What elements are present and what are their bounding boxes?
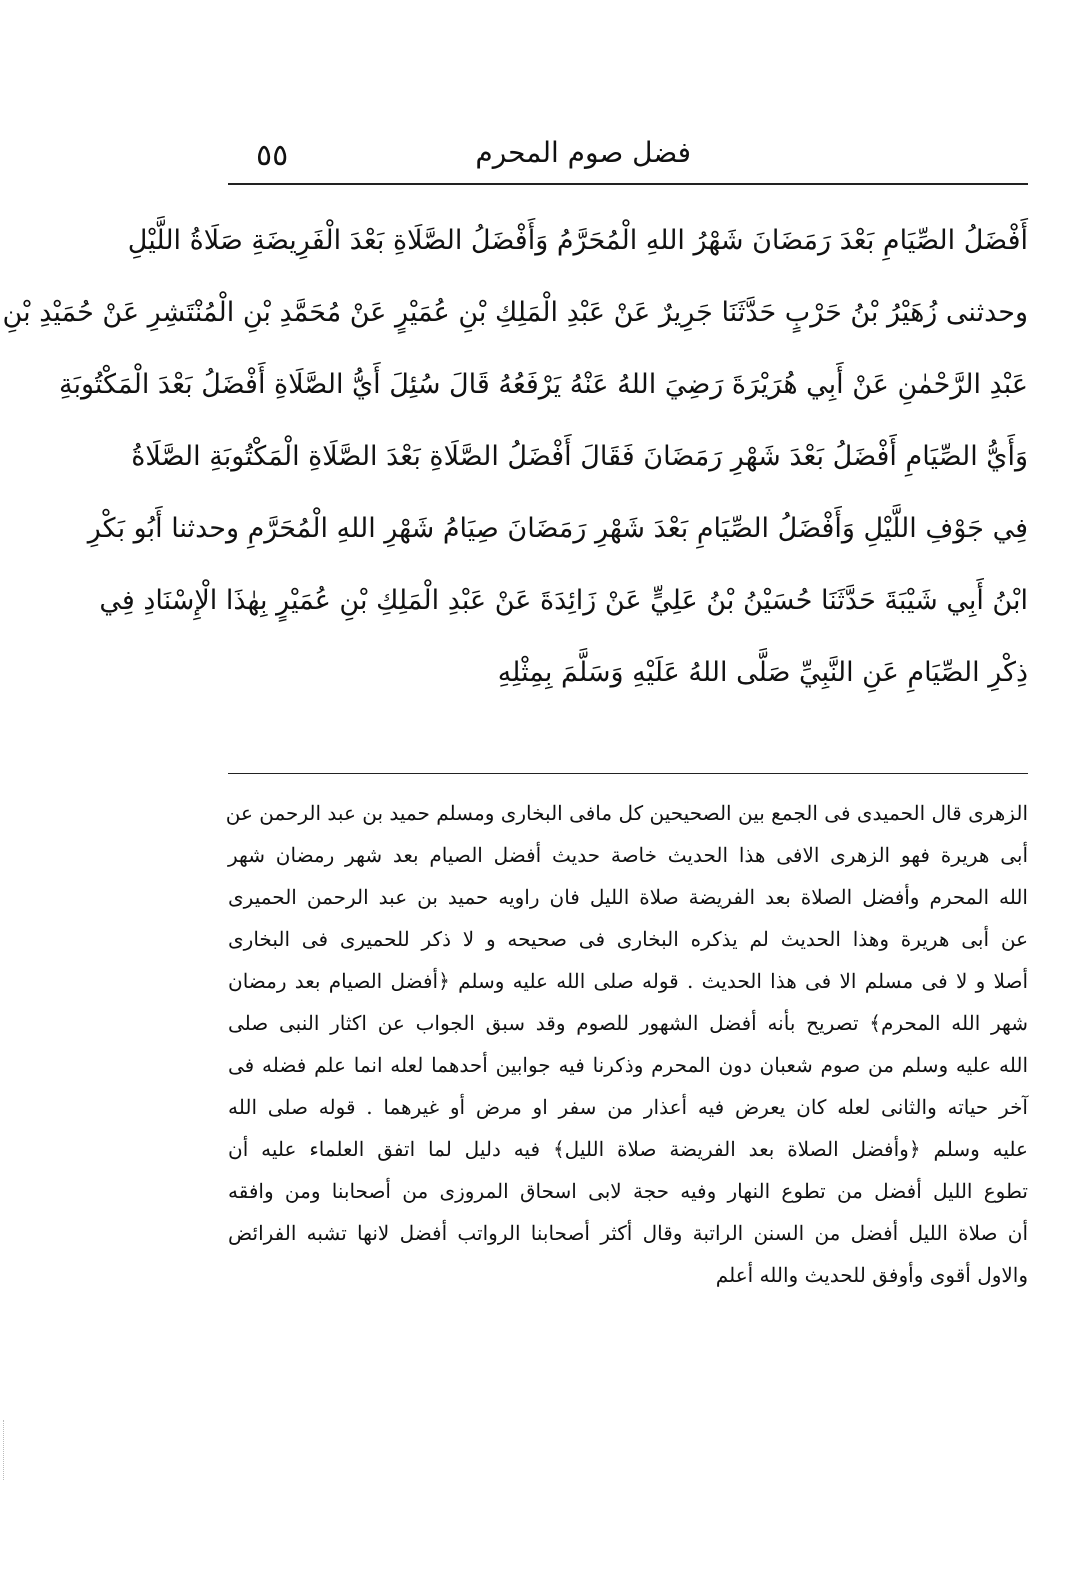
header-divider [228,183,1028,185]
commentary-line: شهر الله المحرم﴾ تصريح بأنه أفضل الشهور للصوم وقد سبق الجواب عن اكثار النبى صلى [228,1011,1028,1035]
commentary-line: عليه وسلم ﴿وأفضل الصلاة بعد الفريضة صلاة الليل﴾ فيه دليل لما اتفق العلماء عليه أن [228,1137,1028,1161]
hadith-line: وحدثنى زُهَيْرُ بْنُ حَرْبٍ حَدَّثَنَا جَرِيرٌ عَنْ عَبْدِ الْمَلِكِ بْنِ عُمَيْرٍ عَنْ مُحَمَّدِ بْنِ الْمُنْتَشِرِ عَنْ حُمَيْدِ بْنِ [2,297,1028,328]
hadith-text [2,205,1028,709]
hadith-line: ذِكْرِ الصِّيَامِ عَنِ النَّبِيِّ صَلَّى اللهُ عَلَيْهِ وَسَلَّمَ بِمِثْلِهِ [497,657,1028,688]
commentary-line: تطوع الليل أفضل من تطوع النهار وفيه حجة لابى اسحاق المروزى من أصحابنا ومن وافقه [228,1179,1028,1203]
running-title: فضل صوم المحرم [475,136,691,169]
commentary-divider [228,773,1028,774]
commentary-line: عن أبى هريرة وهذا الحديث لم يذكره البخارى فى صحيحه و لا ذكر للحميرى فى البخارى [228,927,1028,951]
commentary-line: أبى هريرة فهو الزهرى الافى هذا الحديث خاصة حديث أفضل الصيام بعد شهر رمضان شهر [228,843,1028,867]
commentary-line: الله عليه وسلم من صوم شعبان دون المحرم وذكرنا فيه جوابين أحدهما لعله انما علم فضله فى [228,1053,1028,1077]
hadith-line: عَبْدِ الرَّحْمٰنِ عَنْ أَبِي هُرَيْرَةَ رَضِيَ اللهُ عَنْهُ يَرْفَعُهُ قَالَ سُئِلَ أَيُّ الصَّلَاةِ أَفْضَلُ بَعْدَ الْمَكْتُوبَةِ [58,369,1028,400]
hadith-line: ابْنُ أَبِي شَيْبَةَ حَدَّثَنَا حُسَيْنُ بْنُ عَلِيٍّ عَنْ زَائِدَةَ عَنْ عَبْدِ الْمَلِكِ بْنِ عُمَيْرٍ بِهٰذَا الْإِسْنَادِ فِي [99,585,1028,616]
page-header [228,128,1028,178]
commentary-line: أن صلاة الليل أفضل من السنن الراتبة وقال أكثر أصحابنا الرواتب أفضل لانها تشبه الفرائض [228,1221,1028,1245]
commentary-line: آخر حياته والثانى لعله كان يعرض فيه أعذار من سفر او مرض أو غيرهما . قوله صلى الله [228,1095,1028,1119]
commentary-line: الله المحرم وأفضل الصلاة بعد الفريضة صلاة الليل فان راويه حميد بن عبد الرحمن الحميرى [228,885,1028,909]
page-number: ٥٥ [256,138,289,173]
hadith-line: أَفْضَلُ الصِّيَامِ بَعْدَ رَمَضَانَ شَهْرُ اللهِ الْمُحَرَّمُ وَأَفْضَلُ الصَّلَاةِ بَعْدَ الْفَرِيضَةِ صَلَاةُ اللَّيْلِ [127,225,1028,256]
commentary-line: الزهرى قال الحميدى فى الجمع بين الصحيحين كل مافى البخارى ومسلم حميد بن عبد الرحمن عن [225,801,1028,825]
hadith-line: فِي جَوْفِ اللَّيْلِ وَأَفْضَلُ الصِّيَامِ بَعْدَ شَهْرِ رَمَضَانَ صِيَامُ شَهْرِ اللهِ الْمُحَرَّمِ وحدثنا أَبُو بَكْرِ [87,513,1028,544]
commentary-line: والاول أقوى وأوفق للحديث والله أعلم [715,1263,1028,1287]
commentary-text [225,792,1028,1296]
hadith-line: وَأَيُّ الصِّيَامِ أَفْضَلُ بَعْدَ شَهْرِ رَمَضَانَ فَقَالَ أَفْضَلُ الصَّلَاةِ بَعْدَ الصَّلَاةِ الْمَكْتُوبَةِ الصَّلَاةُ [131,441,1028,472]
commentary-line: أصلا و لا فى مسلم الا فى هذا الحديث . قوله صلى الله عليه وسلم ﴿أفضل الصيام بعد رمضان [228,969,1028,993]
scan-margin-mark [3,1420,10,1480]
